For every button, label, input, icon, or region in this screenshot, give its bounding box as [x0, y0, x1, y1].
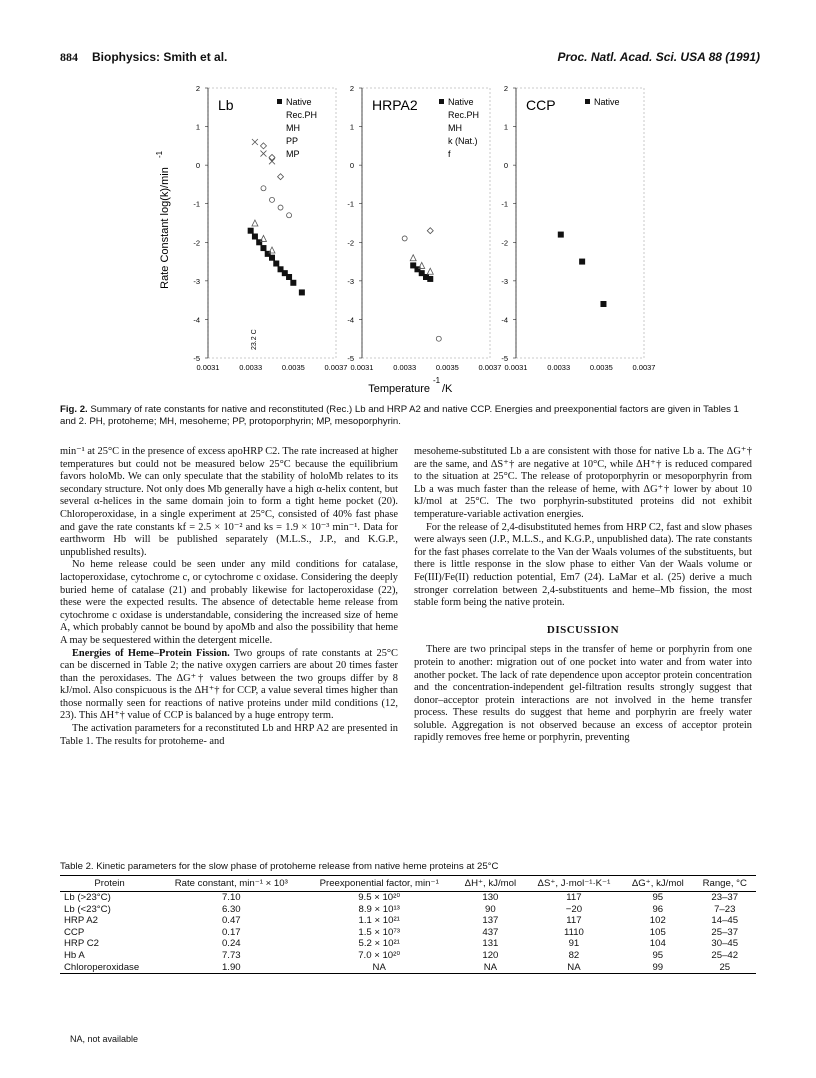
- table-cell: 7.10: [221, 892, 241, 903]
- running-header: [60, 50, 760, 66]
- data-point: [252, 220, 258, 226]
- page-number: 884: [60, 50, 78, 64]
- y-tick-label: -5: [193, 354, 200, 363]
- legend-entry: f: [448, 149, 451, 159]
- data-point: [260, 245, 266, 251]
- temperature-annotation: 23.2 C: [251, 329, 258, 350]
- x-tick-label: 0.0037: [632, 363, 656, 372]
- data-point: [287, 213, 292, 218]
- table-row: [60, 915, 756, 927]
- table-header-cell: ΔS⁺, J·mol⁻¹·K⁻¹: [526, 876, 622, 892]
- y-tick-label: -2: [193, 238, 200, 248]
- table-header-cell: ΔH⁺, kJ/mol: [455, 876, 526, 892]
- text-column-left: [60, 446, 398, 748]
- table-cell: 102: [649, 915, 666, 927]
- text-column-right: [414, 446, 752, 745]
- table-cell: 96: [652, 903, 664, 915]
- section-title: Biophysics: Smith et al.: [92, 50, 228, 64]
- data-point: [252, 234, 258, 240]
- paragraph: min⁻¹ at 25°C in the presence of excess apoHRP C2. The rate increased at higher temperatures but could not be measured below 25°C because the equilibrium favors holoMb. We can only speculate that the stability of holoMb relates to its secondary structure. Not only does Mb generally have a high α-helix content, but several α-helices in the same domain join to form a tight heme pocket (20). Chloroperoxidase, in a single experiment at 25°C, consisted of 40% fast phase and gave the rate constants kf = 2.5 × 10⁻² and ks = 1.9 × 10⁻³ min⁻¹. Data for earthworm Hb will be published separately (M.L.S., J.P., and K.G.P., unpublished results).: [60, 446, 398, 558]
- x-tick-label: 0.0035: [435, 363, 459, 372]
- table-title: Table 2. Kinetic parameters for the slow phase of protoheme release from native heme proteins at 25°C: [60, 861, 499, 872]
- table-cell: 137: [482, 915, 499, 927]
- legend-marker: [277, 99, 282, 104]
- table-row: [60, 892, 756, 904]
- section-heading: DISCUSSION: [546, 623, 620, 636]
- y-tick-label: 1: [195, 122, 200, 132]
- table-row: [60, 927, 756, 939]
- data-point: [273, 261, 279, 267]
- legend-entry: k (Nat.): [448, 136, 478, 146]
- y-tick-label: 2: [503, 84, 508, 93]
- x-tick-label: 0.0033: [393, 363, 417, 372]
- table-cell: 99: [622, 962, 693, 974]
- table-cell: −20: [565, 903, 583, 915]
- legend-entry: Rec.PH: [286, 110, 318, 120]
- table-cell: 1.5 × 10⁷³: [358, 926, 400, 938]
- data-point: [579, 259, 585, 265]
- data-point: [558, 232, 564, 238]
- x-tick-label: 0.0037: [324, 363, 348, 372]
- data-point: [402, 236, 407, 241]
- y-axis-label: Rate Constant log(k)/min: [159, 167, 171, 289]
- x-tick-label: 0.0035: [281, 363, 305, 372]
- data-point: [427, 268, 433, 274]
- caption-label: Fig. 2.: [60, 404, 88, 415]
- table-cell: Lb (<23°C): [64, 903, 111, 915]
- table-cell: NA: [526, 962, 622, 974]
- x-axis-label-unit: /K: [442, 383, 453, 395]
- table-cell: 6.30: [221, 903, 241, 915]
- y-tick-label: -1: [193, 199, 200, 209]
- y-tick-label: 1: [349, 122, 354, 132]
- table-header-cell: Preexponential factor, min⁻¹: [303, 876, 455, 892]
- table-cell: 25–42: [711, 949, 739, 961]
- data-point: [427, 228, 433, 234]
- y-tick-label: 0: [349, 161, 354, 171]
- paragraph: There are two principal steps in the transfer of heme or porphyrin from one protein to another: migration out of one pocket into water and from water into another pocket. The lack of rate dependence upon acceptor protein concentration and the concentration-independent gel-filtration results strongly suggest that donor–acceptor protein interactions are not involved in the heme transfer process. These results do suggest that heme and porphyrin are freely water soluble. Aggregation is not observed because an excess of acceptor protein rapidly removes free heme or porphyrin, preventing: [414, 644, 752, 744]
- table-cell: CCP: [64, 926, 85, 938]
- data-point: [299, 289, 305, 295]
- y-tick-label: -5: [347, 354, 354, 363]
- panel-frame: [362, 88, 490, 358]
- table-cell: 104: [649, 938, 666, 950]
- table-header-cell: Protein: [60, 876, 159, 892]
- panel-title: CCP: [526, 97, 556, 113]
- table-cell: 105: [649, 926, 666, 938]
- table-cell: 95: [652, 892, 664, 903]
- data-point: [278, 174, 284, 180]
- table-cell: Lb (>23°C): [64, 892, 111, 903]
- table-cell: 14–45: [711, 915, 739, 927]
- data-point: [290, 280, 296, 286]
- data-point: [269, 158, 275, 164]
- y-tick-label: -2: [347, 238, 354, 248]
- table-cell: Chloroperoxidase: [60, 962, 159, 974]
- y-tick-label: 0: [503, 161, 508, 171]
- table-cell: 95: [652, 949, 664, 961]
- x-tick-label: 0.0035: [589, 363, 613, 372]
- x-tick-label: 0.0033: [547, 363, 571, 372]
- table-2: [60, 861, 756, 974]
- y-tick-label: 0: [195, 161, 200, 171]
- table-cell: 130: [482, 892, 499, 903]
- paragraph: The activation parameters for a reconstituted Lb and HRP A2 are presented in Table 1. The results for protoheme- and: [60, 723, 398, 747]
- data-point: [252, 139, 258, 145]
- data-point: [600, 301, 606, 307]
- y-tick-label: -3: [501, 276, 508, 286]
- data-point: [286, 274, 292, 280]
- legend-entry: Native: [594, 97, 620, 107]
- panel-frame: [208, 88, 336, 358]
- y-tick-label: 2: [195, 84, 200, 93]
- table-cell: 1110: [563, 926, 584, 938]
- legend-entry: Native: [286, 97, 312, 107]
- table-cell: 7.0 × 10²⁰: [358, 949, 401, 961]
- y-tick-label: -5: [501, 354, 508, 363]
- x-tick-label: 0.0037: [478, 363, 502, 372]
- panel-frame: [516, 88, 644, 358]
- caption-text: Summary of rate constants for native and reconstituted (Rec.) Lb and HRP A2 and native CCP. Energies and preexponential factors are given in Tables 1 and 2. PH, protoheme; MH, mesoheme; PP, protoporphyrin; MP, mesoporphyrin.: [60, 404, 739, 428]
- y-tick-label: -4: [347, 315, 354, 325]
- x-axis-label-exp: -1: [433, 376, 441, 385]
- table-cell: 7.73: [221, 949, 241, 961]
- table-cell: NA: [303, 962, 455, 974]
- journal-citation: Proc. Natl. Acad. Sci. USA 88 (1991): [557, 50, 760, 64]
- table-cell: 1.1 × 10²¹: [358, 915, 400, 927]
- data-point: [269, 255, 275, 261]
- table-cell: 8.9 × 10¹³: [358, 903, 400, 915]
- y-tick-label: -2: [501, 238, 508, 248]
- data-point: [248, 228, 254, 234]
- legend-entry: PP: [286, 136, 299, 146]
- data-point: [260, 151, 266, 157]
- x-tick-label: 0.0031: [350, 363, 374, 372]
- y-tick-label: -1: [347, 199, 354, 209]
- data-point: [410, 255, 416, 261]
- x-tick-label: 0.0031: [504, 363, 528, 372]
- data-point: [427, 276, 433, 282]
- paragraph: [60, 648, 398, 724]
- table-cell: 25: [694, 962, 756, 974]
- table-cell: 120: [482, 949, 499, 961]
- data-point: [260, 143, 266, 149]
- data-point: [270, 197, 275, 202]
- table-cell: 0.24: [221, 938, 241, 950]
- figure-caption: [60, 404, 756, 429]
- table-cell: 117: [566, 892, 582, 903]
- table-row: [60, 938, 756, 950]
- run-in-heading: Energies of Heme–Protein Fission.: [72, 647, 230, 659]
- table-header-cell: Rate constant, min⁻¹ × 10³: [159, 876, 303, 892]
- paragraph: mesoheme-substituted Lb a are consistent with those for native Lb a. The ΔG⁺† are the same, and ΔS⁺† are negative at 10°C, while ΔH⁺† is reduced compared to the situation at 25°C. The release of protoporphyrin or mesoporphyrin from Lb a was much faster than the release of heme, with ΔG⁺† lower by about 10 kJ/mol at 25°C. The two porphyrin-substituted proteins did not exhibit temperature-variable activation energies.: [414, 446, 752, 520]
- table-cell: 30–45: [711, 938, 739, 950]
- legend-entry: MP: [286, 149, 300, 159]
- data-point: [436, 336, 441, 341]
- paragraph-text: Two groups of rate constants at 25°C can be discerned in Table 2; the native oxygen carriers are about 20 times faster than the peroxidases. The ΔG⁺† values between the two groups differ by 8 kJ/mol. Also conspicuous is the ΔH⁺† for CCP, a value several times higher than those normally seen for reactions of native proteins under mild conditions (12, 23). This ΔH⁺† value of CCP is balanced by a huge entropy term.: [60, 647, 398, 722]
- y-tick-label: -4: [193, 315, 200, 325]
- table-cell: 5.2 × 10²¹: [358, 938, 400, 950]
- paragraph: No heme release could be seen under any mild conditions for catalase, lactoperoxidase, cytochrome c, or cytochrome c oxidase. Considering the deeply buried heme of catalase (21) and probably likewise for lactoperoxidase (22), these were the expected results. The absence of detectable heme release from cytochrome c oxidase is understandable, considering the increased size of heme A, which probably cannot be bound by apoMb and also the possibility that heme A may be sequestered within the detergent micelle.: [60, 559, 398, 646]
- table-cell: 9.5 × 10²⁰: [358, 892, 401, 903]
- table-cell: 91: [568, 938, 580, 950]
- y-tick-label: -4: [501, 315, 508, 325]
- table-header-cell: Range, °C: [694, 876, 756, 892]
- table-cell: 117: [566, 915, 582, 927]
- y-axis-label-exp: -1: [155, 150, 164, 158]
- table-cell: Hb A: [64, 949, 85, 961]
- table-cell: 90: [485, 903, 496, 915]
- table-row: [60, 904, 756, 916]
- kinetic-parameters-table: [60, 875, 756, 974]
- table-cell: 131: [482, 938, 499, 950]
- table-footnote: NA, not available: [70, 1034, 139, 1044]
- table-cell: 25–37: [711, 926, 739, 938]
- table-cell: NA: [455, 962, 526, 974]
- legend-entry: Native: [448, 97, 474, 107]
- table-row: [60, 950, 756, 962]
- table-cell: HRP A2: [64, 915, 98, 927]
- table-header-cell: ΔG⁺, kJ/mol: [622, 876, 693, 892]
- x-tick-label: 0.0033: [239, 363, 263, 372]
- table-row: [60, 962, 756, 974]
- table-cell: 23–37: [711, 892, 739, 903]
- figure-2-chart: [150, 78, 750, 398]
- table-cell: HRP C2: [64, 938, 100, 950]
- y-tick-label: 2: [349, 84, 354, 93]
- x-axis-label: Temperature: [368, 383, 430, 395]
- data-point: [278, 205, 283, 210]
- table-cell: 1.90: [159, 962, 303, 974]
- legend-entry: MH: [448, 123, 462, 133]
- legend-marker: [585, 99, 590, 104]
- table-cell: 0.47: [221, 915, 241, 927]
- y-tick-label: 1: [503, 122, 508, 132]
- data-point: [261, 186, 266, 191]
- table-cell: 437: [482, 926, 499, 938]
- panel-title: HRPA2: [372, 97, 418, 113]
- legend-entry: MH: [286, 123, 300, 133]
- legend-entry: Rec.PH: [448, 110, 480, 120]
- paragraph: For the release of 2,4-disubstituted hemes from HRP C2, fast and slow phases were always seen (J.P., M.L.S., and K.G.P., unpublished data). The rate constants for the fast phases correlate to the Van der Waals volumes of the substituents, but there is little response in the slow phase to either Van der Waals volume or Fe(III)/Fe(II) reduction potential, Em7 (24). LaMar et al. (25) derive a much stronger correlation between 2,4-substituents and heme–Mb fission, the most stable form being the native protein.: [414, 521, 752, 609]
- table-cell: 82: [568, 949, 580, 961]
- table-cell: 7–23: [714, 903, 736, 915]
- table-cell: 0.17: [221, 926, 241, 938]
- panel-title: Lb: [218, 97, 234, 113]
- y-tick-label: -3: [347, 276, 354, 286]
- legend-marker: [439, 99, 444, 104]
- y-tick-label: -3: [193, 276, 200, 286]
- y-tick-label: -1: [501, 199, 508, 209]
- x-tick-label: 0.0031: [196, 363, 220, 372]
